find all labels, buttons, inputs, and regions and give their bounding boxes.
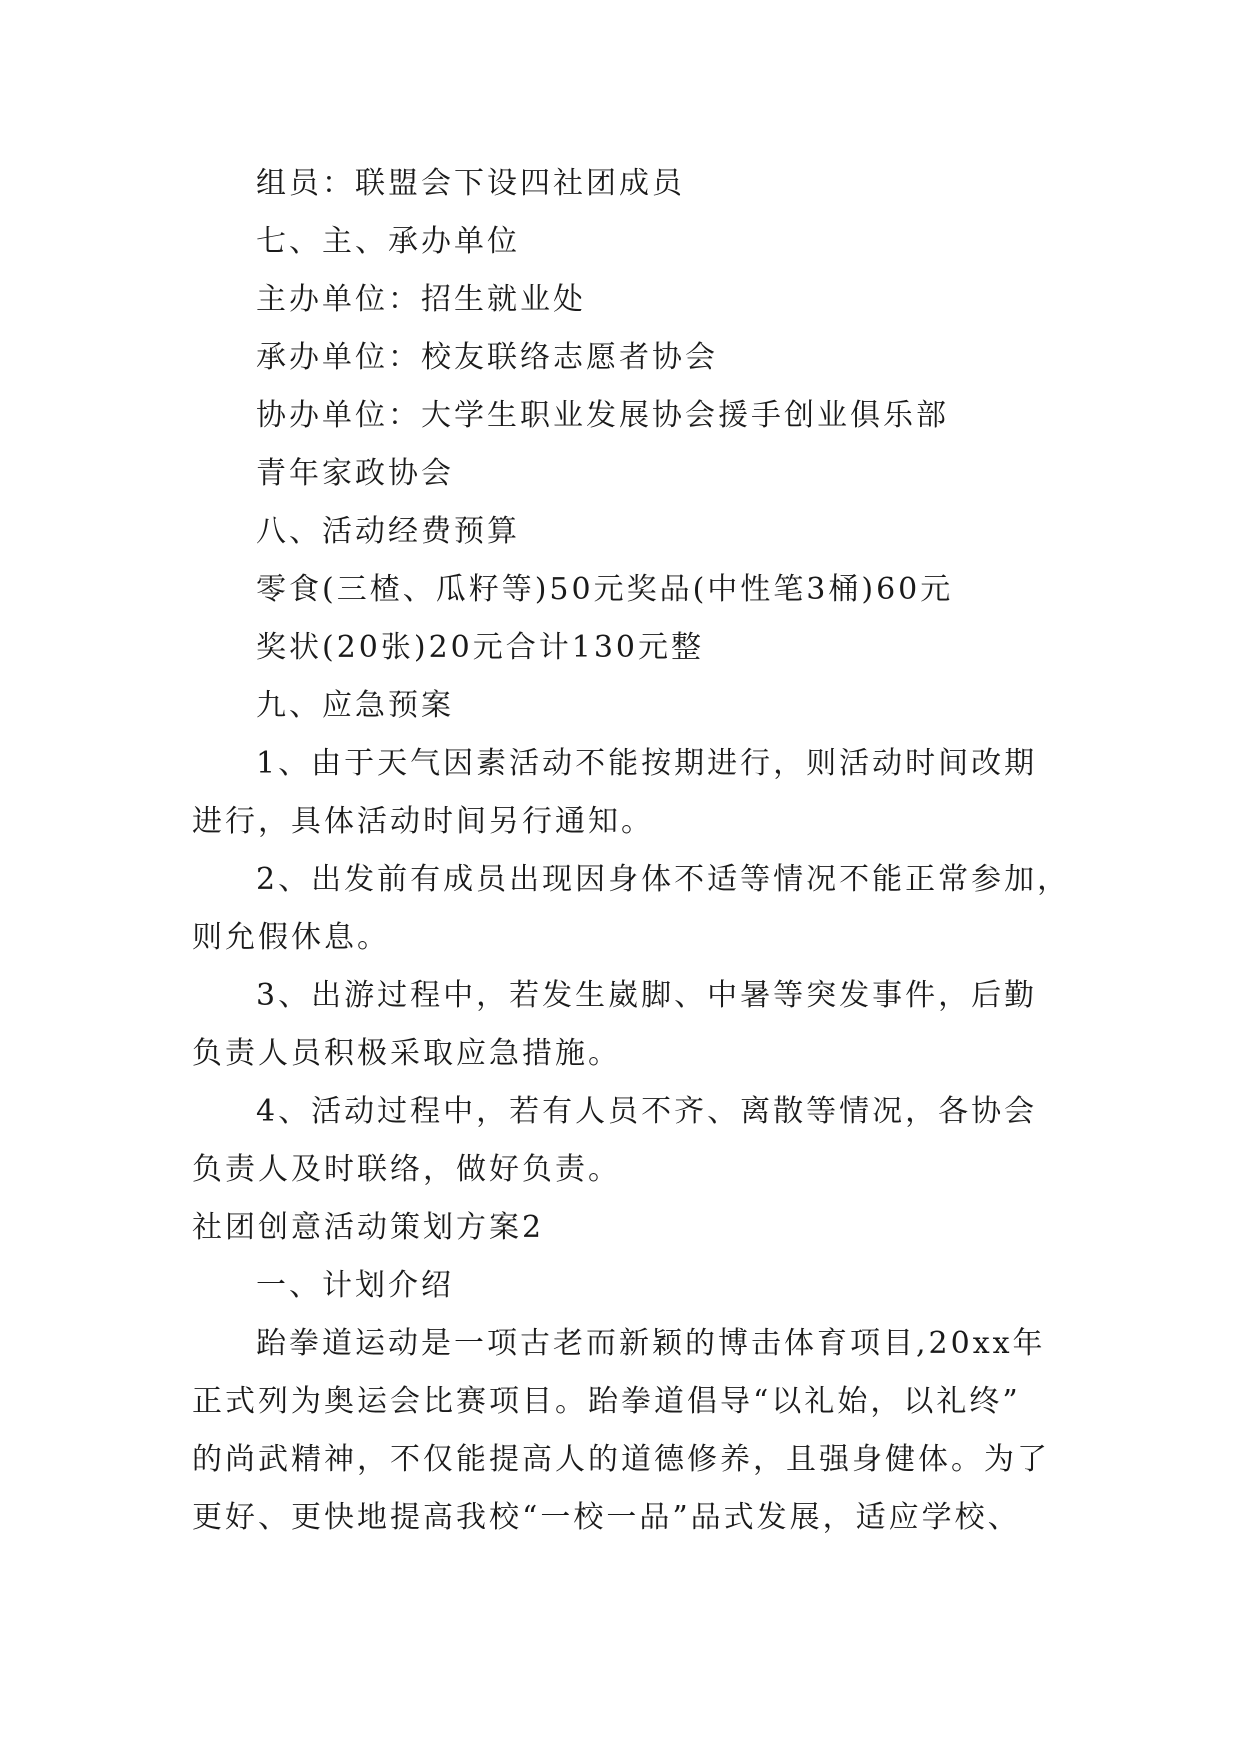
text-line: 跆拳道运动是一项古老而新颖的博击体育项目,20xx年	[256, 1326, 1046, 1361]
text-line: 承办单位：校友联络志愿者协会	[256, 340, 718, 375]
text-line: 更好、更快地提高我校“一校一品”品式发展，适应学校、	[192, 1500, 1021, 1535]
text-line: 的尚武精神，不仅能提高人的道德修养，且强身健体。为了	[192, 1442, 1050, 1477]
document-title: 社团创意活动策划方案2	[192, 1210, 545, 1245]
text-line: 正式列为奥运会比赛项目。跆拳道倡导“以礼始，以礼终”	[192, 1384, 1021, 1419]
text-line: 协办单位：大学生职业发展协会援手创业俱乐部	[256, 398, 949, 433]
text-line: 进行，具体活动时间另行通知。	[192, 804, 654, 839]
section-heading: 九、应急预案	[256, 688, 454, 723]
text-line: 奖状(20张)20元合计130元整	[256, 630, 705, 665]
section-heading: 八、活动经费预算	[256, 514, 520, 549]
text-line: 组员：联盟会下设四社团成员	[256, 166, 685, 201]
text-line: 负责人及时联络，做好负责。	[192, 1152, 621, 1187]
text-line: 1、由于天气因素活动不能按期进行，则活动时间改期	[256, 746, 1038, 781]
text-line: 负责人员积极采取应急措施。	[192, 1036, 621, 1071]
text-line: 4、活动过程中，若有人员不齐、离散等情况，各协会	[256, 1094, 1038, 1129]
section-heading: 七、主、承办单位	[256, 224, 520, 259]
text-line: 青年家政协会	[256, 456, 454, 491]
text-line: 主办单位：招生就业处	[256, 282, 586, 317]
text-line: 2、出发前有成员出现因身体不适等情况不能正常参加，	[256, 862, 1071, 897]
text-line: 则允假休息。	[192, 920, 390, 955]
text-line: 3、出游过程中，若发生崴脚、中暑等突发事件，后勤	[256, 978, 1038, 1013]
section-heading: 一、计划介绍	[256, 1268, 454, 1303]
text-line: 零食(三楂、瓜籽等)50元奖品(中性笔3桶)60元	[256, 572, 954, 607]
